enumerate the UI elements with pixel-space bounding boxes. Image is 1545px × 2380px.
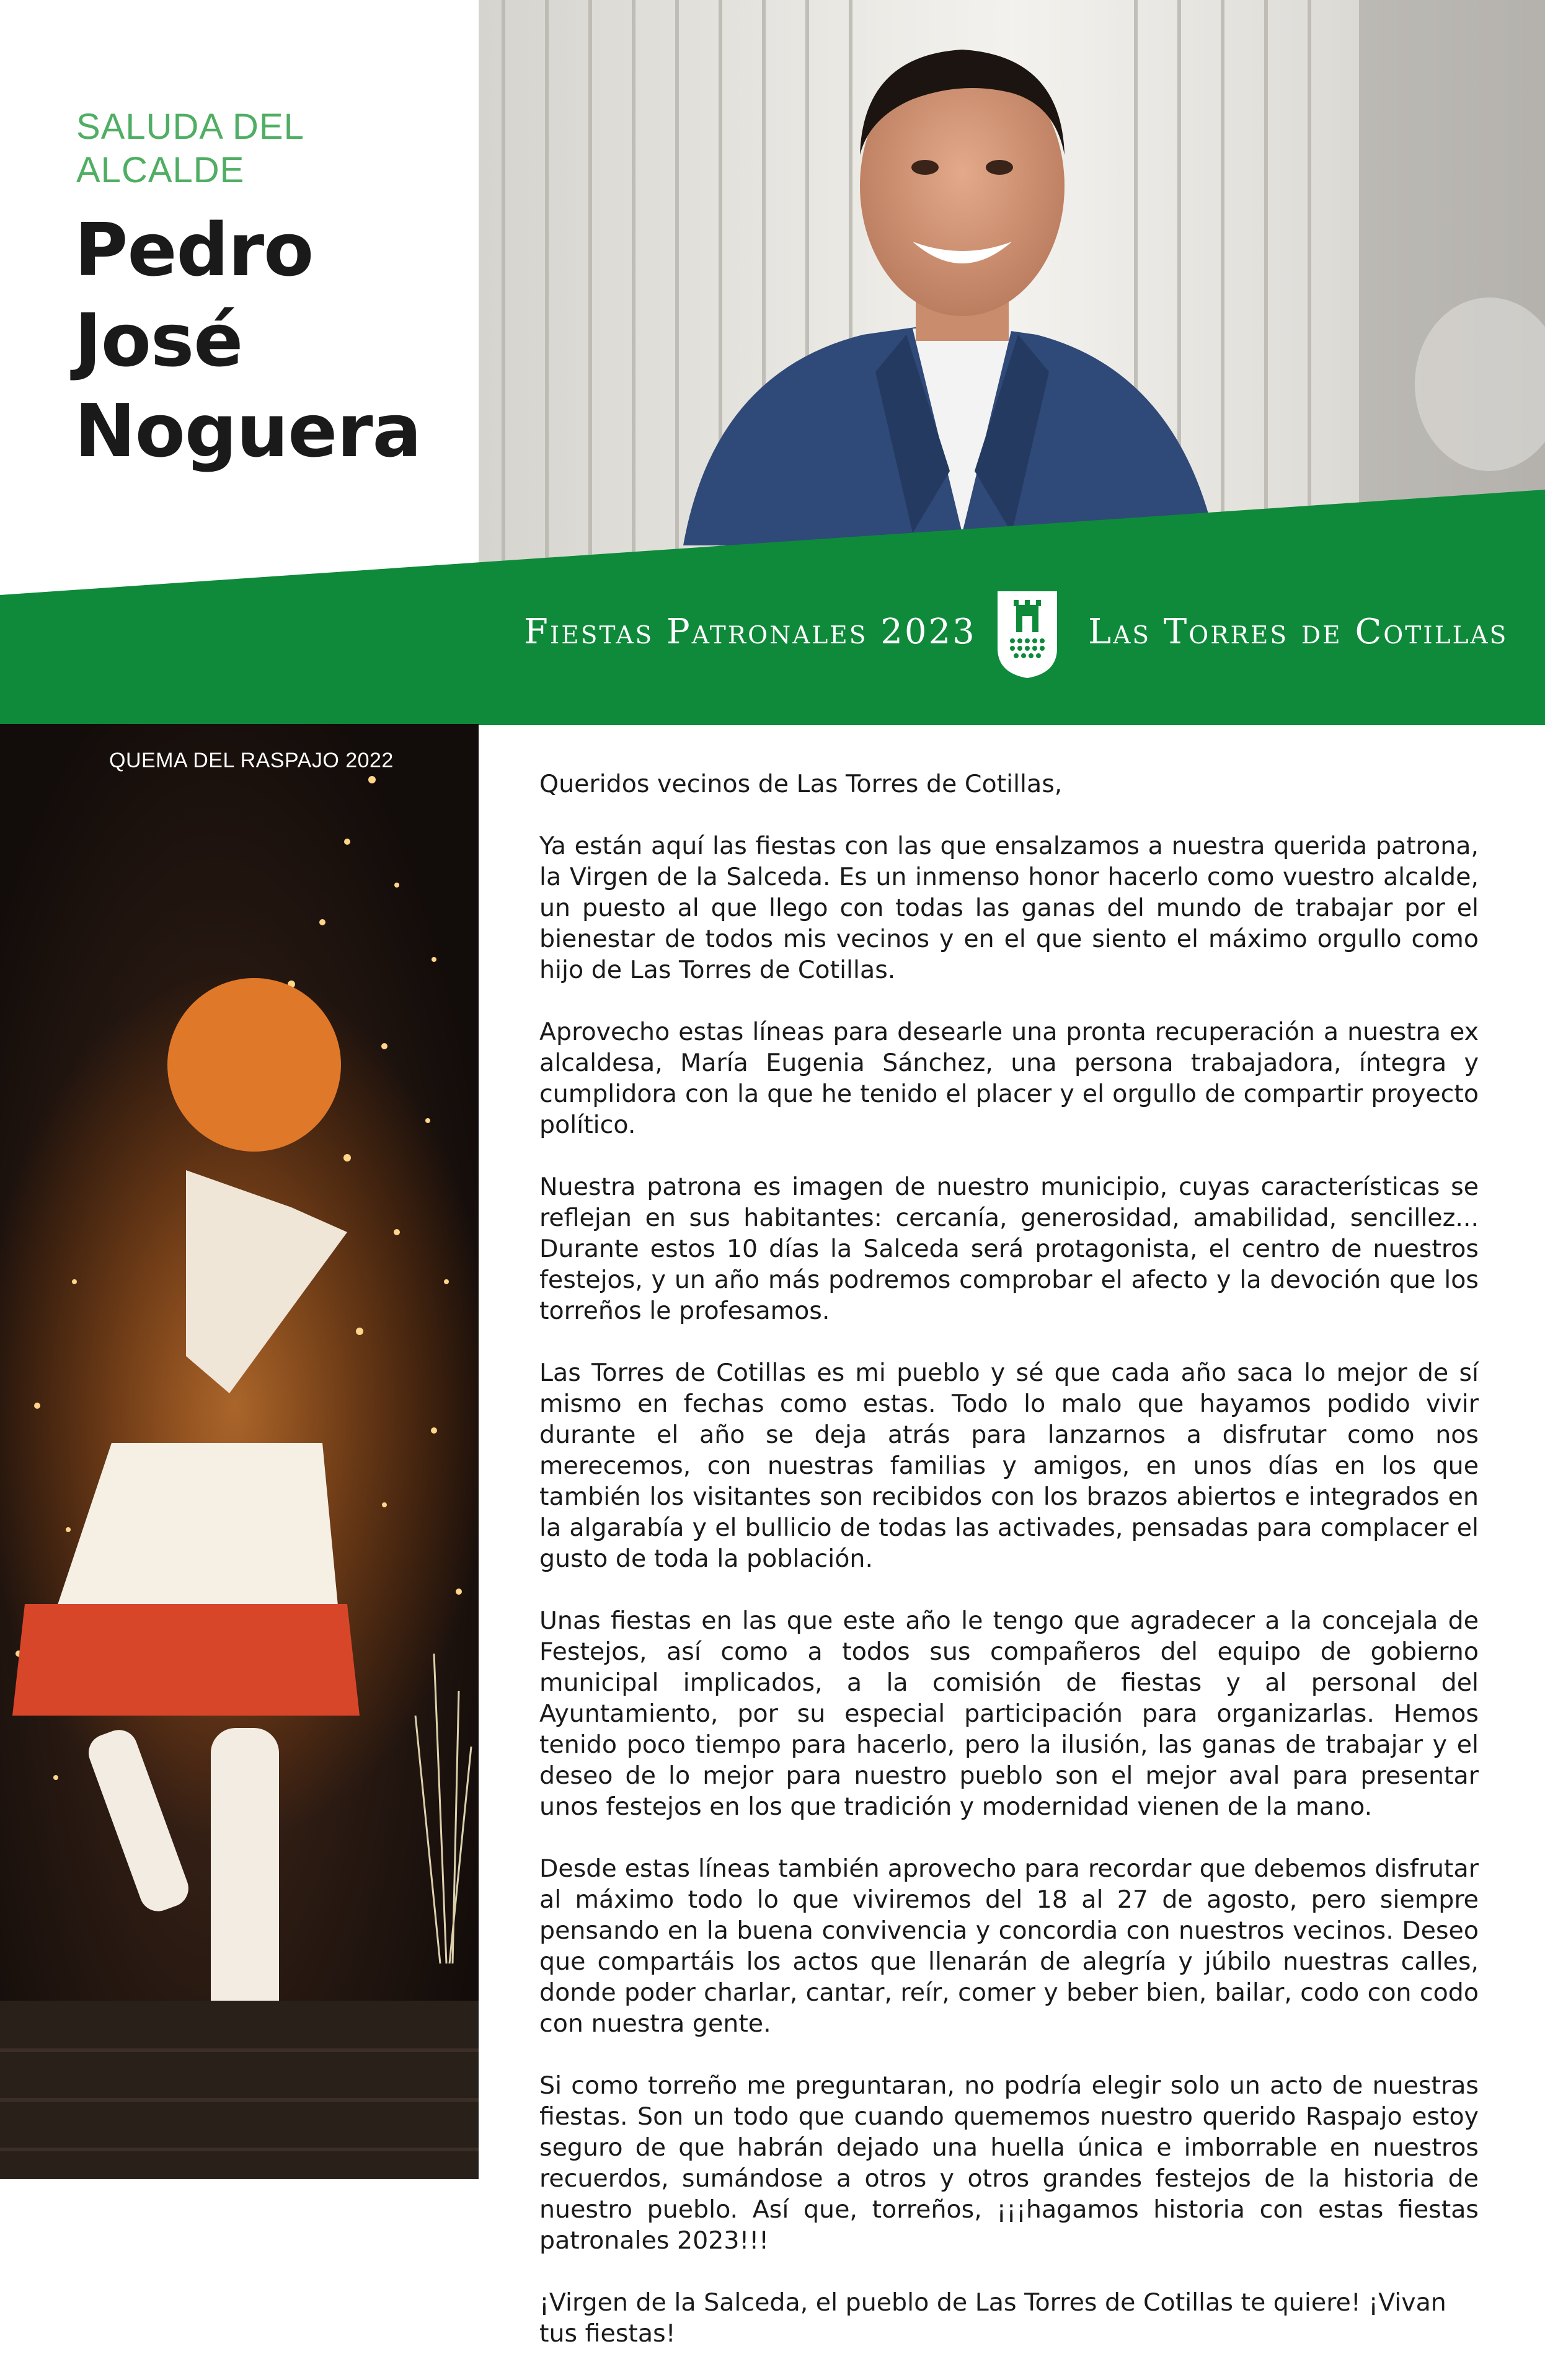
letter-paragraph: Aprovecho estas líneas para desearle una pronta recuperación a nuestra ex alcaldesa, María Eugenia Sánchez, una persona trabajadora, íntegra y cumplidora con la que he tenido el placer y el orgullo de compartir proyecto político. — [539, 1018, 1479, 1139]
letter-greeting: Queridos vecinos de Las Torres de Cotillas, — [539, 770, 1063, 798]
letter-closing: ¡Virgen de la Salceda, el pueblo de Las Torres de Cotillas te quiere! ¡Vivan tus fiestas! — [539, 2288, 1446, 2348]
banner-festival-title: Fiestas Patronales 2023 — [524, 612, 976, 652]
letter-paragraph: Unas fiestas en las que este año le tengo que agradecer a la concejala de Festejos, así como a todos sus compañeros del equipo de gobierno municipal implicados, a la comisión de fiestas y al personal del Ayuntamiento, por su especial participación para organizarlas. Hemos tenido poco tiempo para hacerlo, pero la ilusión, las ganas de trabajar y el deseo de lo mejor para nuestro pueblo son el mejor aval para presentar unos festejos en los que tradición y modernidad vienen de la mano. — [539, 1606, 1479, 1821]
letter-paragraph: Desde estas líneas también aprovecho para recordar que debemos disfrutar al máximo todo lo que viviremos del 18 al 27 de agosto, pero siempre pensando en la buena convivencia y concordia con nuestros vecinos. Deseo que compartáis los actos que llenarán de alegría y júbilo nuestras calles, donde poder charlar, cantar, reír, comer y beber bien, bailar, codo con codo con nuestra gente. — [539, 1854, 1479, 2038]
name-line-1: Pedro — [74, 207, 314, 293]
bonfire-illustration — [0, 724, 479, 2179]
letter-paragraph: Las Torres de Cotillas es mi pueblo y sé que cada año saca lo mejor de sí mismo en fechas como estas. Todo lo malo que hayamos podido vivir durante el año se deja atrás para lanzarnos a disfrutar como nos merecemos, con nuestras familias y amigos, en unos días en los que también los visitantes son recibidos con los brazos abiertos e integrados en la algarabía y el bullicio de todas las activades, pensadas para complacer el gusto de toda la población. — [539, 1359, 1479, 1573]
name-line-2: José — [74, 298, 243, 383]
green-banner — [0, 490, 1545, 725]
mayor-name — [74, 205, 471, 476]
raspajo-bonfire-photo — [0, 724, 479, 2179]
section-kicker: SALUDA DEL ALCALDE — [76, 107, 303, 190]
photo-caption: QUEMA DEL RASPAJO 2022 — [109, 749, 394, 772]
mayor-letter — [539, 769, 1479, 2380]
banner-town-name: Las Torres de Cotillas — [1088, 612, 1508, 652]
name-line-3: Noguera — [74, 388, 422, 474]
town-tower-crest-icon — [995, 589, 1060, 679]
letter-paragraph: Ya están aquí las fiestas con las que ensalzamos a nuestra querida patrona, la Virgen de la Salceda. Es un inmenso honor hacerlo como vuestro alcalde, un puesto al que llego con todas las ganas del mundo de trabajar por el bienestar de todos mis vecinos y en el que siento el máximo orgullo como hijo de Las Torres de Cotillas. — [539, 832, 1479, 984]
letter-paragraph: Nuestra patrona es imagen de nuestro municipio, cuyas características se reflejan en sus habitantes: cercanía, generosidad, amabilidad, sencillez... Durante estos 10 días la Salceda será protagonista, el centro de nuestros festejos, y un año más podremos comprobar el afecto y la devoción que los torreños le profesamos. — [539, 1173, 1479, 1325]
letter-paragraph: Si como torreño me preguntaran, no podría elegir solo un acto de nuestras fiestas. Son un todo que cuando quememos nuestro querido Raspajo estoy seguro de que habrán dejado una huella única e imborrable en nuestros recuerdos, sumándose a otros y otros grandes festejos de la historia de nuestro pueblo. Así que, torreños, ¡¡¡hagamos historia con estas fiestas patronales 2023!!! — [539, 2071, 1479, 2255]
